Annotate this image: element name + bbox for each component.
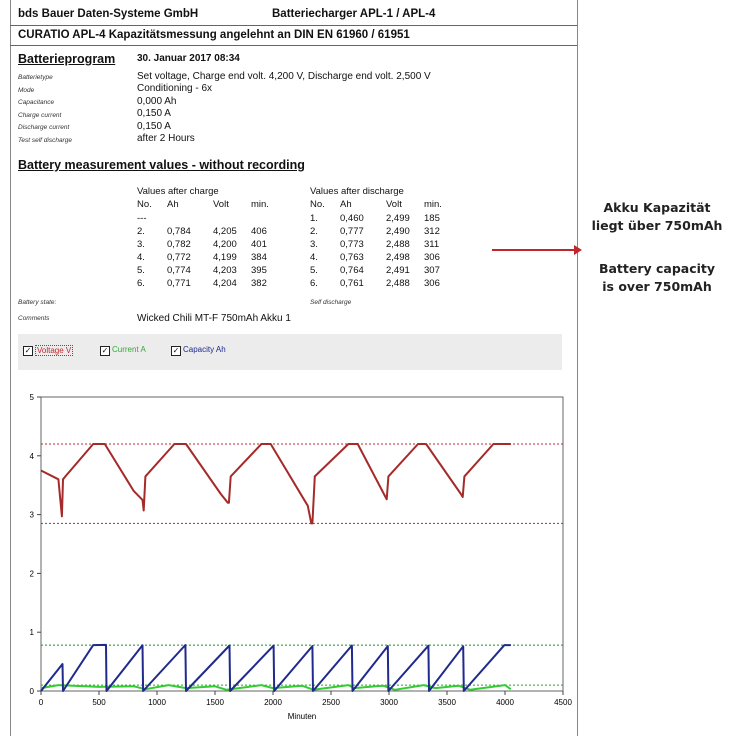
self-discharge-label: Self discharge (310, 299, 352, 306)
table-cell: 4. (137, 252, 145, 263)
table-cell: 4. (310, 252, 318, 263)
table-column-header: No. (137, 199, 152, 210)
table-cell: 2,488 (386, 278, 410, 289)
table-column-header: Ah (167, 199, 179, 210)
charge-table-title: Values after charge (137, 186, 219, 197)
table-cell: 185 (424, 213, 440, 224)
y-tick-label: 4 (29, 451, 34, 461)
table-cell: 2,499 (386, 213, 410, 224)
y-tick-label: 0 (29, 687, 34, 696)
table-cell: 0,777 (340, 226, 364, 237)
comments-label: Comments (18, 315, 50, 322)
table-cell: 307 (424, 265, 440, 276)
battery-state-label: Battery state: (18, 299, 57, 306)
table-cell: 4,199 (213, 252, 237, 263)
x-tick-label: 4000 (496, 698, 514, 707)
x-tick-label: 2000 (264, 698, 282, 707)
table-cell: 3. (310, 239, 318, 250)
table-cell: 4,204 (213, 278, 237, 289)
table-cell: 2,488 (386, 239, 410, 250)
field-value: 0,150 A (137, 108, 171, 119)
table-cell: 1. (310, 213, 318, 224)
table-cell: --- (137, 213, 147, 224)
y-tick-label: 5 (29, 393, 34, 402)
table-column-header: Volt (386, 199, 402, 210)
x-axis-label: Minuten (287, 712, 317, 721)
field-label: Charge current (18, 112, 62, 119)
y-tick-label: 2 (29, 569, 34, 579)
table-cell: 0,764 (340, 265, 364, 276)
table-cell: 401 (251, 239, 267, 250)
table-cell: 0,772 (167, 252, 191, 263)
table-cell: 2,498 (386, 252, 410, 263)
x-tick-label: 1500 (206, 698, 224, 707)
x-tick-label: 4500 (554, 698, 572, 707)
table-cell: 0,771 (167, 278, 191, 289)
table-cell: 306 (424, 278, 440, 289)
annotation-de-line2: liegt über 750mAh (591, 218, 723, 233)
table-cell: 6. (310, 278, 318, 289)
field-value: Conditioning - 6x (137, 83, 213, 94)
y-tick-label: 3 (29, 510, 34, 520)
table-cell: 0,761 (340, 278, 364, 289)
x-tick-label: 2500 (322, 698, 340, 707)
current-checkbox[interactable]: ✓ (101, 346, 109, 355)
measurement-heading: Battery measurement values - without recording (18, 158, 305, 172)
field-value: 0,000 Ah (137, 96, 177, 107)
annotation-en (577, 260, 736, 296)
table-column-header: Ah (340, 199, 352, 210)
x-tick-label: 500 (92, 698, 106, 707)
table-cell: 4,205 (213, 226, 237, 237)
table-cell: 312 (424, 226, 440, 237)
annotation-de-line1: Akku Kapazität (603, 200, 711, 215)
program-heading: Batterieprogram (18, 52, 116, 66)
table-cell: 0,763 (340, 252, 364, 263)
voltage-legend-label[interactable]: Voltage V (37, 346, 72, 355)
table-cell: 0,773 (340, 239, 364, 250)
table-column-header: min. (424, 199, 442, 210)
field-value: 0,150 A (137, 121, 171, 132)
field-value: Set voltage, Charge end volt. 4,200 V, Discharge end volt. 2,500 V (137, 71, 431, 82)
report-title: CURATIO APL-4 Kapazitätsmessung angelehnt an DIN EN 61960 / 61951 (18, 29, 410, 41)
table-cell: 0,460 (340, 213, 364, 224)
table-cell: 4,203 (213, 265, 237, 276)
field-label: Capacitance (18, 99, 55, 106)
discharge-table-title: Values after discharge (310, 186, 404, 197)
field-value: after 2 Hours (137, 133, 195, 144)
table-cell: 2,491 (386, 265, 410, 276)
table-cell: 382 (251, 278, 267, 289)
y-tick-label: 1 (29, 628, 34, 638)
table-column-header: Volt (213, 199, 229, 210)
program-date: 30. Januar 2017 08:34 (137, 53, 240, 64)
table-cell: 306 (424, 252, 440, 263)
voltage-checkbox[interactable]: ✓ (24, 346, 32, 355)
field-label: Test self discharge (18, 137, 72, 144)
annotation-en-line2: is over 750mAh (602, 279, 712, 294)
x-tick-label: 0 (38, 698, 44, 707)
table-cell: 2. (137, 226, 145, 237)
annotation-en-line1: Battery capacity (598, 261, 716, 276)
table-cell: 6. (137, 278, 145, 289)
table-cell: 0,774 (167, 265, 191, 276)
table-cell: 3. (137, 239, 145, 250)
plot-area (41, 397, 563, 691)
table-cell: 2. (310, 226, 318, 237)
field-label: Mode (18, 87, 35, 94)
capacity-checkbox[interactable]: ✓ (172, 346, 180, 355)
table-cell: 395 (251, 265, 267, 276)
company-name: bds Bauer Daten-Systeme GmbH (18, 8, 199, 20)
table-cell: 4,200 (213, 239, 237, 250)
current-legend-label[interactable]: Current A (112, 345, 146, 354)
table-cell: 5. (310, 265, 318, 276)
table-cell: 0,782 (167, 239, 191, 250)
x-tick-label: 3000 (380, 698, 398, 707)
x-tick-label: 1000 (148, 698, 166, 707)
table-cell: 5. (137, 265, 145, 276)
table-column-header: min. (251, 199, 269, 210)
x-tick-label: 3500 (438, 698, 456, 707)
capacity-legend-label[interactable]: Capacity Ah (183, 345, 226, 354)
table-cell: 0,784 (167, 226, 191, 237)
table-cell: 384 (251, 252, 267, 263)
product-name: Batteriecharger APL-1 / APL-4 (272, 8, 436, 20)
table-cell: 311 (424, 239, 440, 250)
comments-value: Wicked Chili MT-F 750mAh Akku 1 (137, 313, 291, 324)
field-label: Discharge current (18, 124, 70, 131)
table-column-header: No. (310, 199, 325, 210)
table-cell: 2,490 (386, 226, 410, 237)
field-label: Batterietype (18, 74, 53, 81)
annotation-de (577, 199, 736, 235)
table-cell: 406 (251, 226, 267, 237)
